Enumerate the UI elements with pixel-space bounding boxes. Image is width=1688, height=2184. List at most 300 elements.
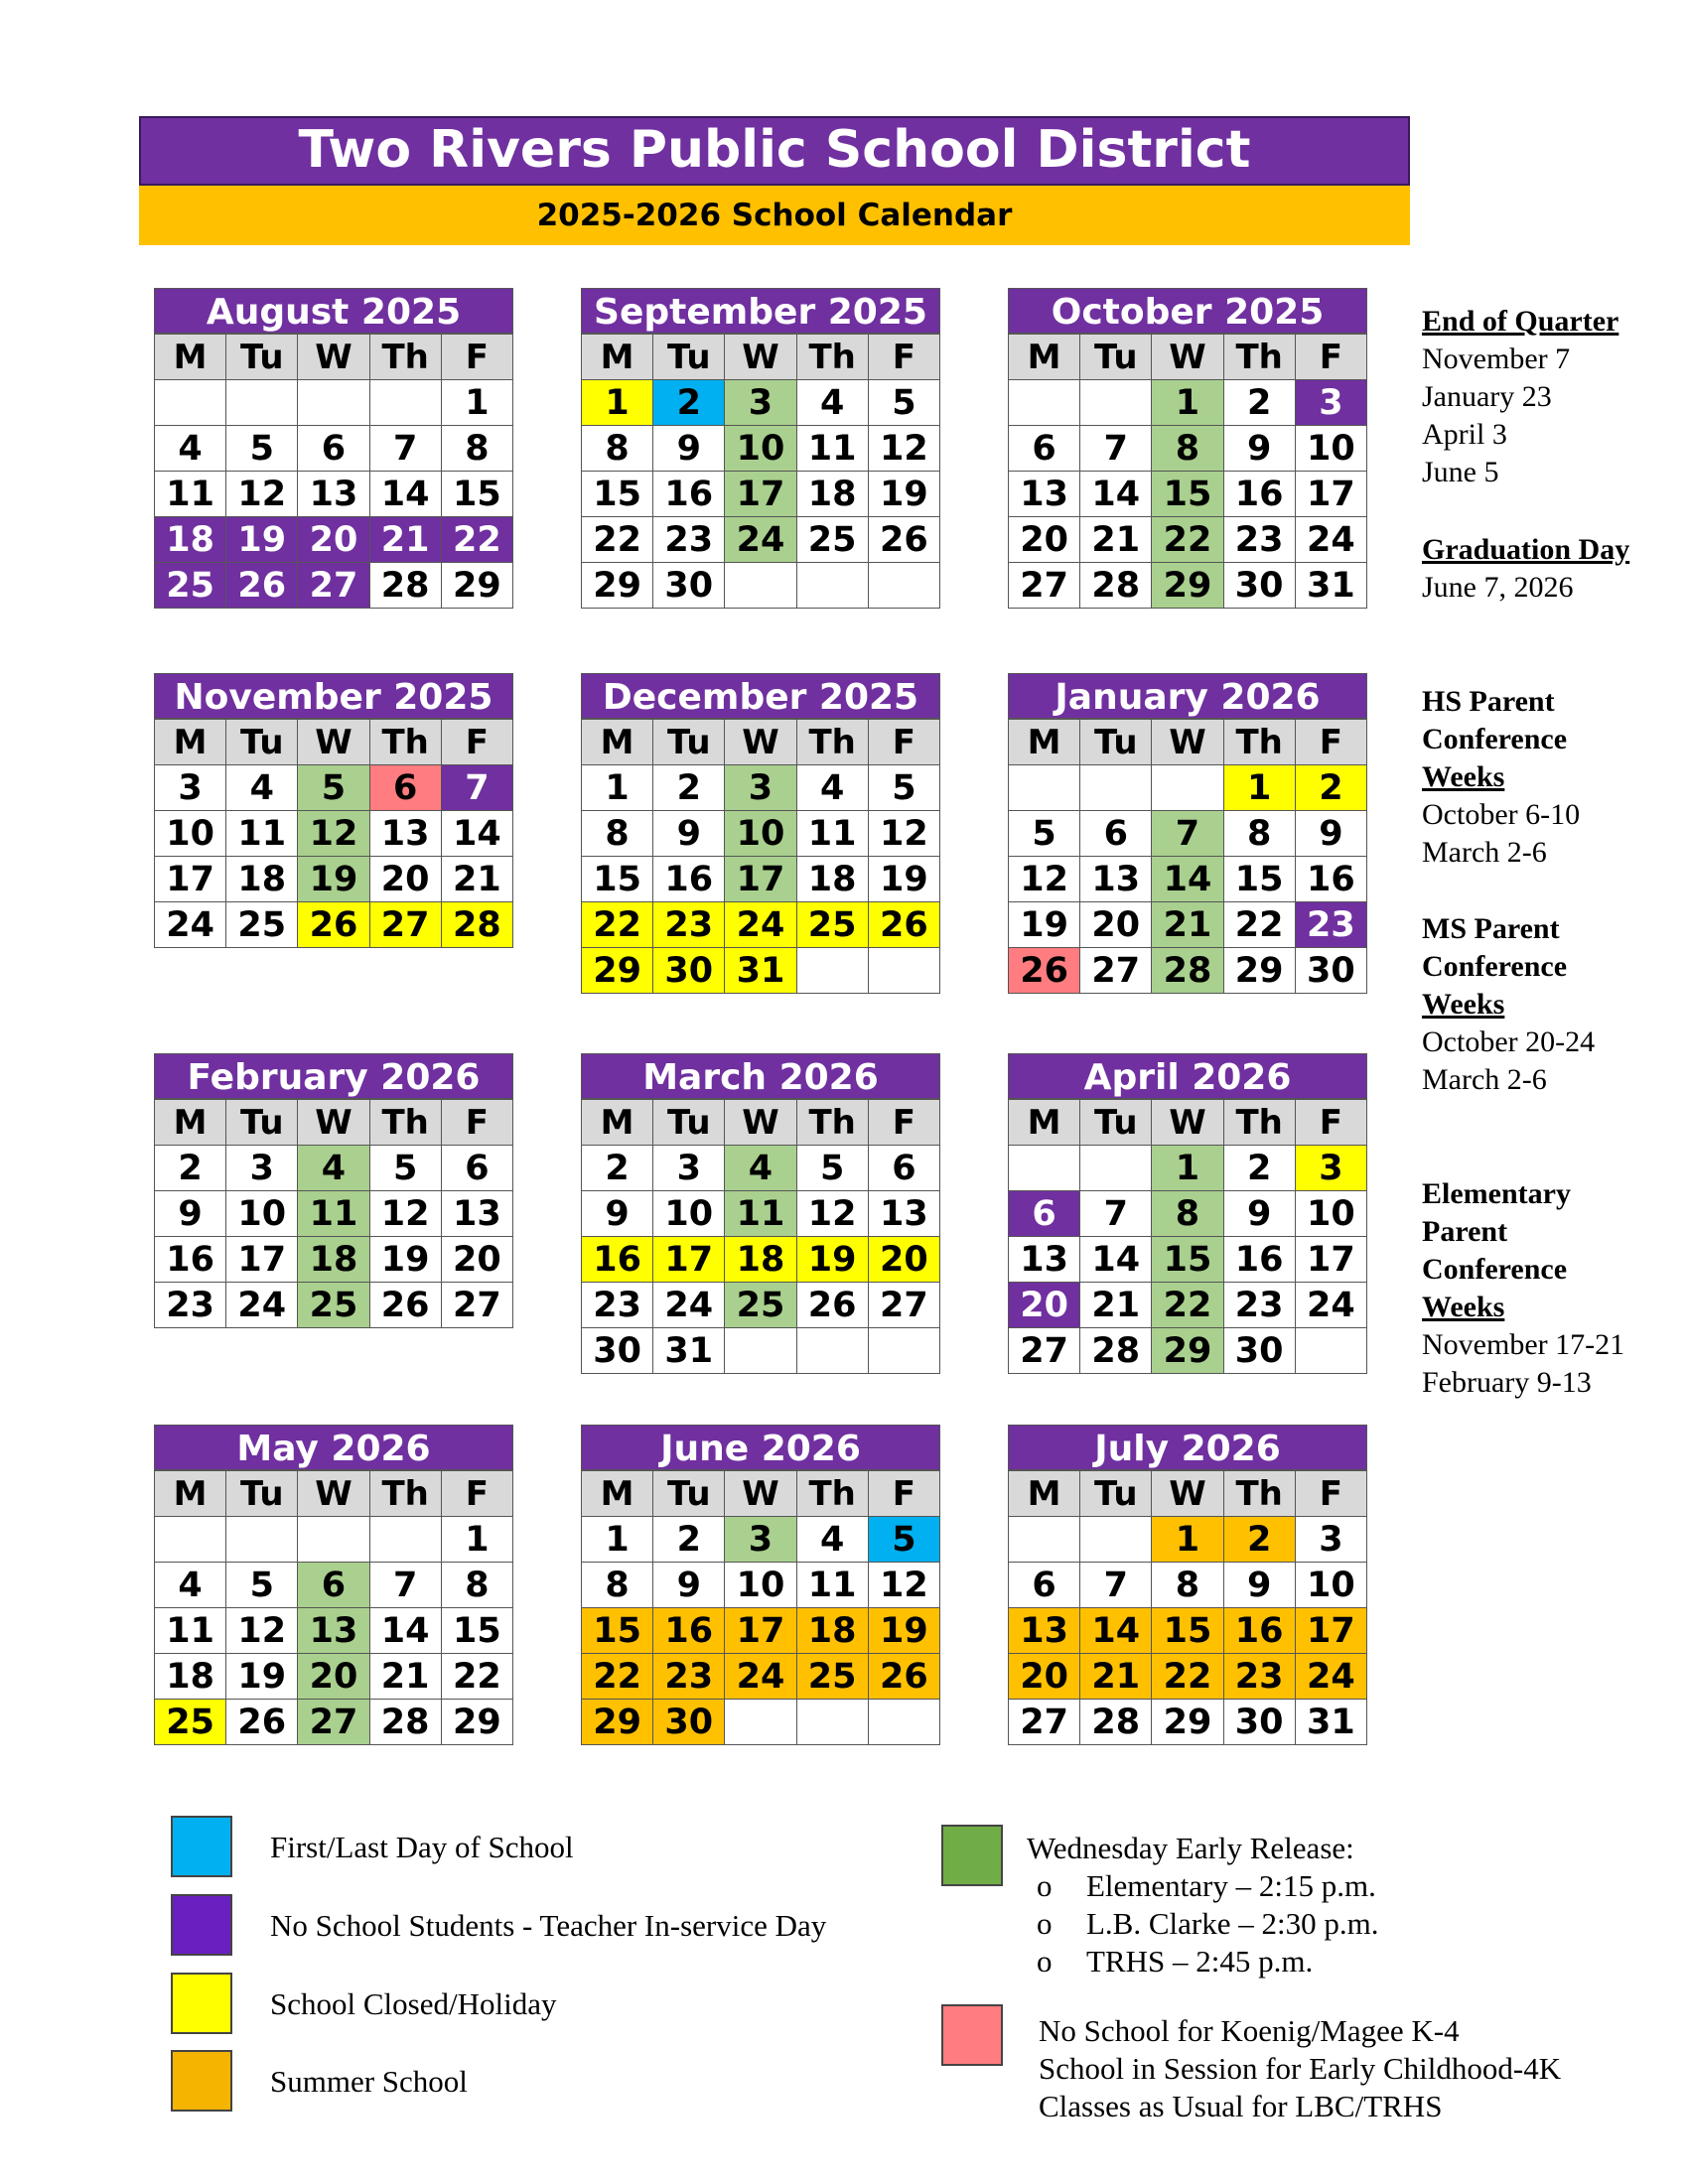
day-cell: 22 — [1152, 517, 1223, 563]
weekday-header: M — [155, 335, 226, 380]
day-cell: 14 — [369, 472, 441, 517]
weekday-header: Tu — [653, 1100, 725, 1146]
day-cell: 1 — [582, 765, 653, 811]
empty-day-cell — [868, 948, 939, 994]
day-cell: 14 — [1080, 472, 1152, 517]
day-cell: 8 — [582, 426, 653, 472]
month-title: August 2025 — [154, 288, 513, 334]
day-cell: 1 — [1152, 380, 1223, 426]
empty-day-cell — [868, 563, 939, 609]
day-cell: 2 — [653, 1517, 725, 1563]
day-cell: 5 — [226, 426, 298, 472]
weekday-header: W — [1152, 720, 1223, 765]
week-row — [1009, 1191, 1367, 1237]
month-november-2025 — [154, 673, 513, 948]
week-row — [582, 1191, 940, 1237]
day-cell: 13 — [1009, 1237, 1080, 1283]
week-row — [155, 811, 513, 857]
day-cell: 7 — [1080, 426, 1152, 472]
weekday-header: M — [1009, 335, 1080, 380]
day-cell: 12 — [1009, 857, 1080, 902]
day-cell: 18 — [796, 472, 868, 517]
day-cell: 29 — [582, 948, 653, 994]
day-cell: 4 — [155, 1563, 226, 1608]
week-row — [582, 811, 940, 857]
day-cell: 12 — [868, 1563, 939, 1608]
day-cell: 16 — [653, 472, 725, 517]
week-row — [1009, 765, 1367, 811]
week-row — [582, 1563, 940, 1608]
district-title: Two Rivers Public School District — [139, 116, 1410, 186]
day-cell: 18 — [796, 1608, 868, 1654]
weekday-header: F — [868, 1471, 939, 1517]
elementary-parent-date: February 9-13 — [1422, 1366, 1592, 1399]
empty-day-cell — [1009, 1517, 1080, 1563]
day-cell: 15 — [1152, 1608, 1223, 1654]
weekday-header: F — [868, 1100, 939, 1146]
day-cell: 5 — [298, 765, 369, 811]
month-table — [581, 1470, 940, 1745]
graduation-date: June 7, 2026 — [1422, 571, 1574, 604]
day-cell: 12 — [868, 426, 939, 472]
month-june-2026 — [581, 1425, 940, 1745]
hs-parent-date: October 6-10 — [1422, 798, 1581, 831]
day-cell: 7 — [1080, 1563, 1152, 1608]
day-cell: 27 — [868, 1283, 939, 1328]
week-row — [155, 1237, 513, 1283]
day-cell: 29 — [1152, 1700, 1223, 1745]
month-title: January 2026 — [1008, 673, 1367, 719]
empty-day-cell — [1295, 1328, 1366, 1374]
month-july-2026 — [1008, 1425, 1367, 1745]
week-row — [1009, 1283, 1367, 1328]
day-cell: 15 — [1152, 472, 1223, 517]
weekday-header: W — [725, 1471, 796, 1517]
day-cell: 6 — [1009, 1563, 1080, 1608]
hs-parent-heading: Weeks — [1422, 760, 1505, 793]
day-cell: 20 — [1009, 1654, 1080, 1700]
day-cell: 15 — [582, 472, 653, 517]
day-cell: 28 — [369, 1700, 441, 1745]
day-cell: 11 — [155, 472, 226, 517]
hs-parent-heading: Conference — [1422, 723, 1568, 755]
weekday-header: Th — [1223, 1471, 1295, 1517]
day-cell: 6 — [298, 1563, 369, 1608]
month-table — [581, 719, 940, 994]
month-table — [154, 1099, 513, 1328]
day-cell: 8 — [1152, 1191, 1223, 1237]
day-cell: 24 — [226, 1283, 298, 1328]
legend-label-inservice: No School Students - Teacher In-service Day — [270, 1908, 827, 1943]
day-cell: 10 — [725, 1563, 796, 1608]
day-cell: 12 — [226, 1608, 298, 1654]
day-cell: 22 — [1223, 902, 1295, 948]
day-cell: 26 — [868, 1654, 939, 1700]
day-cell: 21 — [1080, 1654, 1152, 1700]
week-row — [1009, 811, 1367, 857]
day-cell: 24 — [1295, 1283, 1366, 1328]
weekday-header: Th — [369, 720, 441, 765]
week-row — [582, 902, 940, 948]
month-table — [154, 334, 513, 609]
month-title: December 2025 — [581, 673, 940, 719]
week-row — [1009, 472, 1367, 517]
weekday-header: W — [1152, 1100, 1223, 1146]
day-cell: 3 — [653, 1146, 725, 1191]
legend-swatch-koenig-magee — [941, 2004, 1003, 2066]
day-cell: 20 — [1080, 902, 1152, 948]
day-cell: 11 — [226, 811, 298, 857]
weekday-header: Tu — [653, 1471, 725, 1517]
empty-day-cell — [796, 1700, 868, 1745]
legend-label-first-last: First/Last Day of School — [270, 1830, 574, 1864]
week-row — [582, 857, 940, 902]
empty-day-cell — [796, 1328, 868, 1374]
week-row — [1009, 902, 1367, 948]
day-cell: 19 — [868, 1608, 939, 1654]
week-row — [1009, 1517, 1367, 1563]
day-cell: 28 — [1080, 563, 1152, 609]
day-cell: 13 — [441, 1191, 512, 1237]
day-cell: 23 — [653, 902, 725, 948]
day-cell: 19 — [226, 517, 298, 563]
weekday-header: Tu — [1080, 335, 1152, 380]
day-cell: 3 — [725, 765, 796, 811]
day-cell: 8 — [441, 426, 512, 472]
day-cell: 13 — [1080, 857, 1152, 902]
hs-parent-date: March 2-6 — [1422, 836, 1547, 869]
month-december-2025 — [581, 673, 940, 994]
week-row — [1009, 1700, 1367, 1745]
day-cell: 16 — [1295, 857, 1366, 902]
day-cell: 7 — [1152, 811, 1223, 857]
week-row — [1009, 857, 1367, 902]
week-row — [1009, 1146, 1367, 1191]
day-cell: 22 — [1152, 1654, 1223, 1700]
day-cell: 7 — [1080, 1191, 1152, 1237]
week-row — [155, 1608, 513, 1654]
week-row — [155, 380, 513, 426]
day-cell: 26 — [226, 563, 298, 609]
day-cell: 25 — [226, 902, 298, 948]
month-title: October 2025 — [1008, 288, 1367, 334]
day-cell: 12 — [226, 472, 298, 517]
day-cell: 13 — [298, 1608, 369, 1654]
day-cell: 24 — [725, 902, 796, 948]
month-title: July 2026 — [1008, 1425, 1367, 1470]
day-cell: 24 — [725, 1654, 796, 1700]
day-cell: 17 — [725, 472, 796, 517]
weekday-header: M — [582, 335, 653, 380]
day-cell: 23 — [1223, 517, 1295, 563]
week-row — [155, 1654, 513, 1700]
legend-swatch-first-last — [171, 1816, 232, 1877]
month-table — [1008, 719, 1367, 994]
legend-swatch-summer — [171, 2050, 232, 2112]
empty-day-cell — [1152, 765, 1223, 811]
day-cell: 27 — [1009, 1328, 1080, 1374]
day-cell: 23 — [1295, 902, 1366, 948]
day-cell: 26 — [226, 1700, 298, 1745]
weekday-header: W — [725, 1100, 796, 1146]
week-row — [1009, 380, 1367, 426]
empty-day-cell — [298, 1517, 369, 1563]
day-cell: 8 — [1152, 1563, 1223, 1608]
week-row — [1009, 563, 1367, 609]
weekday-header: Th — [796, 1100, 868, 1146]
week-row — [155, 765, 513, 811]
day-cell: 18 — [796, 857, 868, 902]
day-cell: 19 — [1009, 902, 1080, 948]
day-cell: 31 — [1295, 1700, 1366, 1745]
day-cell: 11 — [796, 811, 868, 857]
week-row — [582, 948, 940, 994]
elementary-parent-heading: Elementary — [1422, 1177, 1571, 1210]
weekday-header: Tu — [226, 1100, 298, 1146]
empty-day-cell — [1080, 1146, 1152, 1191]
day-cell: 1 — [441, 380, 512, 426]
legend-label-koenig-magee: No School for Koenig/Magee K-4 — [1039, 2013, 1460, 2048]
day-cell: 19 — [369, 1237, 441, 1283]
day-cell: 20 — [298, 517, 369, 563]
week-row — [155, 1517, 513, 1563]
day-cell: 12 — [868, 811, 939, 857]
day-cell: 27 — [298, 1700, 369, 1745]
day-cell: 9 — [155, 1191, 226, 1237]
month-april-2026 — [1008, 1053, 1367, 1374]
day-cell: 31 — [725, 948, 796, 994]
week-row — [582, 765, 940, 811]
end-of-quarter-section — [1422, 303, 1618, 491]
day-cell: 15 — [1223, 857, 1295, 902]
empty-day-cell — [868, 1700, 939, 1745]
month-title: March 2026 — [581, 1053, 940, 1099]
day-cell: 18 — [155, 1654, 226, 1700]
day-cell: 29 — [1152, 1328, 1223, 1374]
day-cell: 12 — [298, 811, 369, 857]
week-row — [582, 1654, 940, 1700]
weekday-header: M — [155, 1471, 226, 1517]
day-cell: 5 — [1009, 811, 1080, 857]
day-cell: 9 — [1223, 1563, 1295, 1608]
month-title: June 2026 — [581, 1425, 940, 1470]
weekday-header: Th — [369, 1100, 441, 1146]
month-october-2025 — [1008, 288, 1367, 609]
day-cell: 13 — [1009, 1608, 1080, 1654]
empty-day-cell — [796, 948, 868, 994]
ms-parent-heading: MS Parent — [1422, 912, 1560, 945]
week-row — [155, 1283, 513, 1328]
day-cell: 27 — [298, 563, 369, 609]
day-cell: 16 — [155, 1237, 226, 1283]
day-cell: 11 — [155, 1608, 226, 1654]
day-cell: 10 — [653, 1191, 725, 1237]
legend-early-release — [1027, 1830, 1378, 1980]
day-cell: 28 — [1080, 1328, 1152, 1374]
month-table — [1008, 334, 1367, 609]
weekday-header: W — [298, 1471, 369, 1517]
day-cell: 13 — [369, 811, 441, 857]
week-row — [155, 1191, 513, 1237]
day-cell: 26 — [868, 517, 939, 563]
weekday-header: M — [155, 720, 226, 765]
day-cell: 21 — [1080, 517, 1152, 563]
week-row — [582, 1237, 940, 1283]
day-cell: 1 — [1223, 765, 1295, 811]
day-cell: 30 — [582, 1328, 653, 1374]
week-row — [155, 1700, 513, 1745]
empty-day-cell — [1080, 1517, 1152, 1563]
weekday-header: M — [1009, 1100, 1080, 1146]
day-cell: 8 — [1152, 426, 1223, 472]
day-cell: 4 — [796, 1517, 868, 1563]
day-cell: 30 — [653, 1700, 725, 1745]
day-cell: 10 — [155, 811, 226, 857]
day-cell: 17 — [1295, 1237, 1366, 1283]
day-cell: 18 — [298, 1237, 369, 1283]
day-cell: 10 — [1295, 426, 1366, 472]
day-cell: 3 — [1295, 380, 1366, 426]
legend-swatch-early-release — [941, 1825, 1003, 1886]
early-release-item: o Elementary – 2:15 p.m. — [1086, 1867, 1378, 1905]
day-cell: 30 — [1295, 948, 1366, 994]
day-cell: 1 — [1152, 1517, 1223, 1563]
day-cell: 3 — [725, 380, 796, 426]
weekday-header: Tu — [1080, 1100, 1152, 1146]
week-row — [1009, 1654, 1367, 1700]
day-cell: 29 — [582, 563, 653, 609]
day-cell: 9 — [653, 1563, 725, 1608]
day-cell: 19 — [796, 1237, 868, 1283]
week-row — [582, 1700, 940, 1745]
day-cell: 13 — [868, 1191, 939, 1237]
week-row — [582, 563, 940, 609]
ms-parent-section — [1422, 910, 1595, 1099]
day-cell: 28 — [1152, 948, 1223, 994]
legend-label-holiday: School Closed/Holiday — [270, 1986, 557, 2021]
empty-day-cell — [725, 563, 796, 609]
day-cell: 4 — [796, 380, 868, 426]
week-row — [1009, 1608, 1367, 1654]
early-release-item: o L.B. Clarke – 2:30 p.m. — [1086, 1905, 1378, 1943]
early-release-list — [1027, 1867, 1378, 1980]
day-cell: 24 — [155, 902, 226, 948]
weekday-header: Th — [796, 335, 868, 380]
day-cell: 5 — [868, 380, 939, 426]
day-cell: 21 — [1152, 902, 1223, 948]
weekday-header: W — [725, 335, 796, 380]
empty-day-cell — [725, 1700, 796, 1745]
weekday-header: W — [1152, 1471, 1223, 1517]
day-cell: 16 — [653, 1608, 725, 1654]
month-table — [1008, 1470, 1367, 1745]
weekday-header: W — [725, 720, 796, 765]
day-cell: 26 — [796, 1283, 868, 1328]
month-table — [581, 1099, 940, 1374]
quarter-date: June 5 — [1422, 456, 1499, 488]
day-cell: 20 — [441, 1237, 512, 1283]
day-cell: 27 — [1009, 1700, 1080, 1745]
day-cell: 21 — [1080, 1283, 1152, 1328]
day-cell: 17 — [725, 857, 796, 902]
week-row — [155, 1563, 513, 1608]
day-cell: 29 — [582, 1700, 653, 1745]
day-cell: 25 — [796, 1654, 868, 1700]
day-cell: 3 — [226, 1146, 298, 1191]
day-cell: 30 — [1223, 1700, 1295, 1745]
empty-day-cell — [1009, 1146, 1080, 1191]
month-title: April 2026 — [1008, 1053, 1367, 1099]
hs-parent-heading: HS Parent — [1422, 685, 1555, 718]
weekday-header: Tu — [1080, 1471, 1152, 1517]
day-cell: 8 — [582, 1563, 653, 1608]
month-january-2026 — [1008, 673, 1367, 994]
day-cell: 24 — [1295, 1654, 1366, 1700]
day-cell: 28 — [1080, 1700, 1152, 1745]
day-cell: 10 — [725, 426, 796, 472]
day-cell: 17 — [1295, 1608, 1366, 1654]
day-cell: 17 — [1295, 472, 1366, 517]
calendar-subtitle: 2025-2026 School Calendar — [139, 186, 1410, 245]
month-title: September 2025 — [581, 288, 940, 334]
day-cell: 16 — [582, 1237, 653, 1283]
month-may-2026 — [154, 1425, 513, 1745]
day-cell: 17 — [653, 1237, 725, 1283]
week-row — [582, 1283, 940, 1328]
month-table — [154, 1470, 513, 1745]
month-august-2025 — [154, 288, 513, 609]
day-cell: 18 — [155, 517, 226, 563]
day-cell: 2 — [1223, 1517, 1295, 1563]
day-cell: 21 — [369, 1654, 441, 1700]
month-table — [154, 719, 513, 948]
day-cell: 24 — [653, 1283, 725, 1328]
week-row — [155, 517, 513, 563]
weekday-header: F — [1295, 1471, 1366, 1517]
empty-day-cell — [1080, 380, 1152, 426]
weekday-header: M — [582, 1100, 653, 1146]
day-cell: 7 — [441, 765, 512, 811]
month-february-2026 — [154, 1053, 513, 1328]
day-cell: 6 — [1009, 1191, 1080, 1237]
ms-parent-date: March 2-6 — [1422, 1063, 1547, 1096]
day-cell: 14 — [441, 811, 512, 857]
day-cell: 19 — [298, 857, 369, 902]
week-row — [582, 1328, 940, 1374]
hs-parent-section — [1422, 683, 1580, 872]
day-cell: 2 — [1223, 380, 1295, 426]
day-cell: 17 — [226, 1237, 298, 1283]
ms-parent-date: October 20-24 — [1422, 1025, 1596, 1058]
day-cell: 9 — [653, 811, 725, 857]
day-cell: 2 — [653, 380, 725, 426]
day-cell: 23 — [582, 1283, 653, 1328]
day-cell: 26 — [1009, 948, 1080, 994]
weekday-header: F — [441, 1471, 512, 1517]
weekday-header: Tu — [226, 1471, 298, 1517]
day-cell: 12 — [369, 1191, 441, 1237]
legend-label-koenig-magee: Classes as Usual for LBC/TRHS — [1039, 2089, 1443, 2123]
quarter-date: November 7 — [1422, 342, 1571, 375]
day-cell: 26 — [298, 902, 369, 948]
day-cell: 22 — [441, 517, 512, 563]
weekday-header: Th — [796, 720, 868, 765]
day-cell: 20 — [369, 857, 441, 902]
empty-day-cell — [369, 1517, 441, 1563]
week-row — [1009, 1328, 1367, 1374]
day-cell: 29 — [441, 1700, 512, 1745]
elementary-parent-date: November 17-21 — [1422, 1328, 1625, 1361]
